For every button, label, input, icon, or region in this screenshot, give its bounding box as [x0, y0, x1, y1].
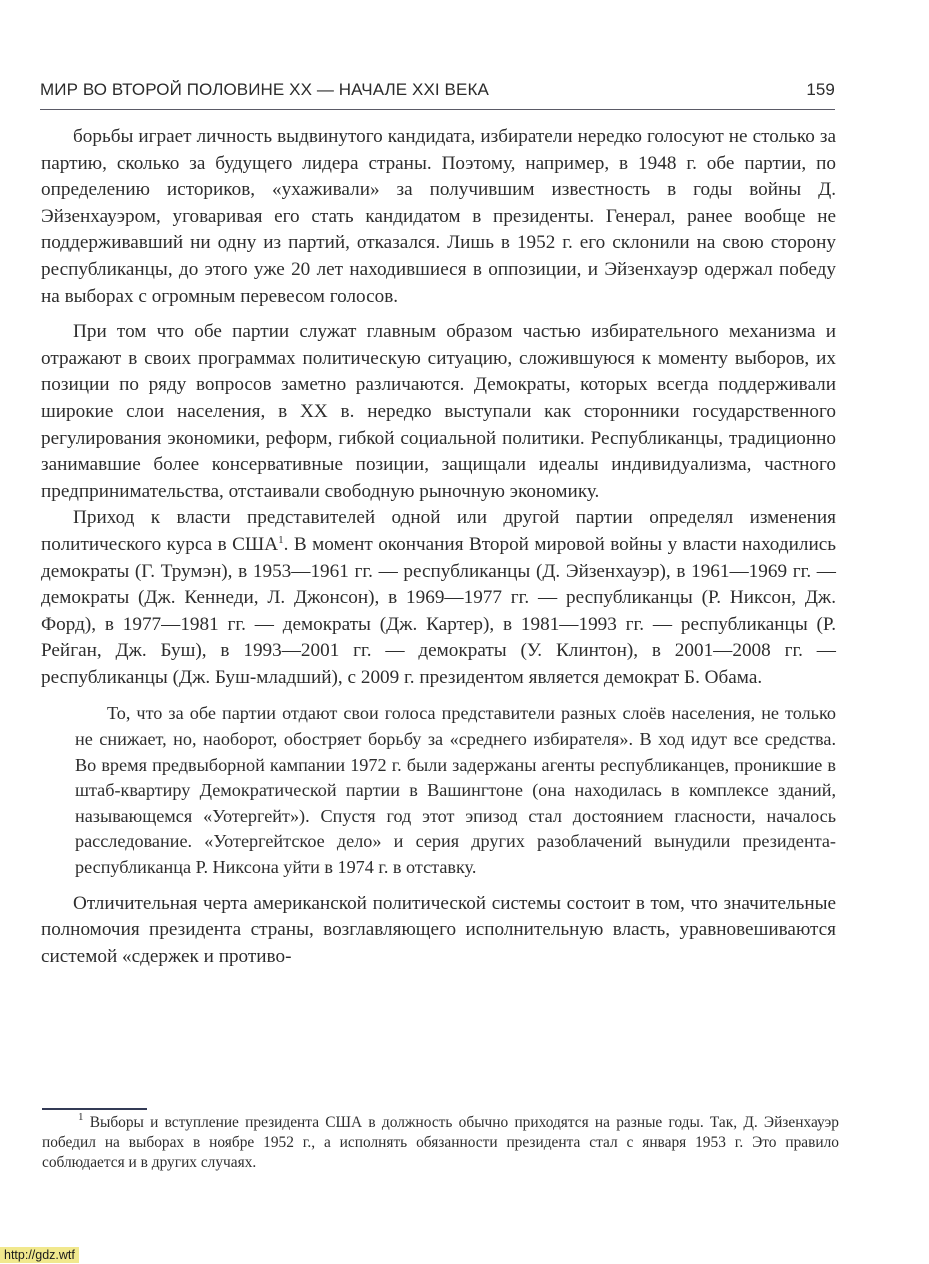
paragraph-text: При том что обе партии служат главным образом частью избирательного механизма и отражают в своих программах политическую ситуацию, сложившуюся к моменту выборов, их позиции по ряду вопросов заметно различаются. Демократы, которых всегда поддерживали широкие слои населения, в XX в. нередко выступали как сторонники государственного регулирования экономики, реформ, гибкой социальной политики. Республиканцы, традиционно занимавшие более консервативные позиции, защищали идеалы индивидуализма, частного предпринимательства, отстаивали свободную рыночную экономику.: [41, 321, 836, 502]
paragraph-presidents-chronology: [41, 505, 836, 691]
paragraph-text: борьбы играет личность выдвинутого кандидата, избиратели нередко голосуют не столько за партию, сколько за будущего лидера страны. Поэтому, например, в 1948 г. обе партии, по определению историков, «ухаживали» за получившим известность в годы войны Д. Эйзенхауэром, уговаривая его стать кандидатом в президенты. Генерал, ранее вообще не поддерживавший ни одну из партий, отказался. Лишь в 1952 г. его склонили на свою сторону республиканцы, до этого уже 20 лет находившиеся в оппозиции, и Эйзенхауэр одержал победу на выборах с огромным перевесом голосов.: [41, 126, 836, 307]
footnote-reference[interactable]: 1: [278, 533, 284, 546]
paragraph-text: Отличительная черта американской политической системы состоит в том, что значительные полномочия президента страны, возглавляющего исполнительную власть, уравновешиваются системой «сдержек и противо-: [41, 892, 836, 967]
paragraph-text: То, что за обе партии отдают свои голоса представители разных слоёв населения, не только не снижает, но, наоборот, обостряет борьбу за «среднего избирателя». В ход идут все средства. Во время предвыборной кампании 1972 г. были задержаны агенты республиканцев, проникшие в штаб-квартиру Демократической партии в Вашингтоне (она находилась в комплексе зданий, называющемся «Уотергейт»). Спустя год этот эпизод стал достоянием гласности, началось расследование. «Уотергейтское дело» и серия других разоблачений вынудили президента-республиканца Р. Никсона уйти в 1974 г. в отставку.: [75, 703, 836, 878]
main-text: [41, 124, 836, 970]
footnote-rule: [42, 1108, 147, 1110]
running-title: МИР ВО ВТОРОЙ ПОЛОВИНЕ XX — НАЧАЛЕ XXI ВЕКА: [40, 80, 489, 99]
watermark-link[interactable]: http://gdz.wtf: [0, 1247, 79, 1263]
paragraph-text-continued: . В момент окончания Второй мировой войны у власти находились демократы (Г. Трумэн), в 1953—1961 гг. — республиканцы (Д. Эйзенхауэр), в 1961—1969 гг. — демократы (Дж. Кеннеди, Л. Джонсон), в 1969—1977 гг. — республиканцы (Р. Никсон, Дж. Форд), в 1977—1981 гг. — демократы (Дж. Картер), в 1981—1993 гг. — республиканцы (Р. Рейган, Дж. Буш), в 1993—2001 гг. — демократы (У. Клинтон), в 2001—2008 гг. — республиканцы (Дж. Буш-младший), с 2009 г. президентом является демократ Б. Обама.: [41, 533, 836, 688]
footnote-text: Выборы и вступление президента США в должность обычно приходятся на разные годы. Так, Д. Эйзенхауэр победил на выборах в ноябре 1952 г., а исполнять обязанности президента стал с января 1953 г. Это правило соблюдается и в других случаях.: [42, 1114, 839, 1171]
paragraph-checks-balances: [41, 891, 836, 971]
paragraph-party-positions: [41, 319, 836, 505]
footnote: [42, 1113, 839, 1172]
footnote-marker: 1: [78, 1111, 84, 1123]
paragraph-watergate: [75, 701, 836, 880]
header-rule: [40, 109, 835, 110]
paragraph-text: Приход к власти представителей одной или другой партии определял изменения политического курса в США: [41, 507, 836, 555]
paragraph-eisenhower: [41, 124, 836, 310]
page-number: 159: [806, 80, 835, 99]
running-header: [40, 76, 835, 106]
